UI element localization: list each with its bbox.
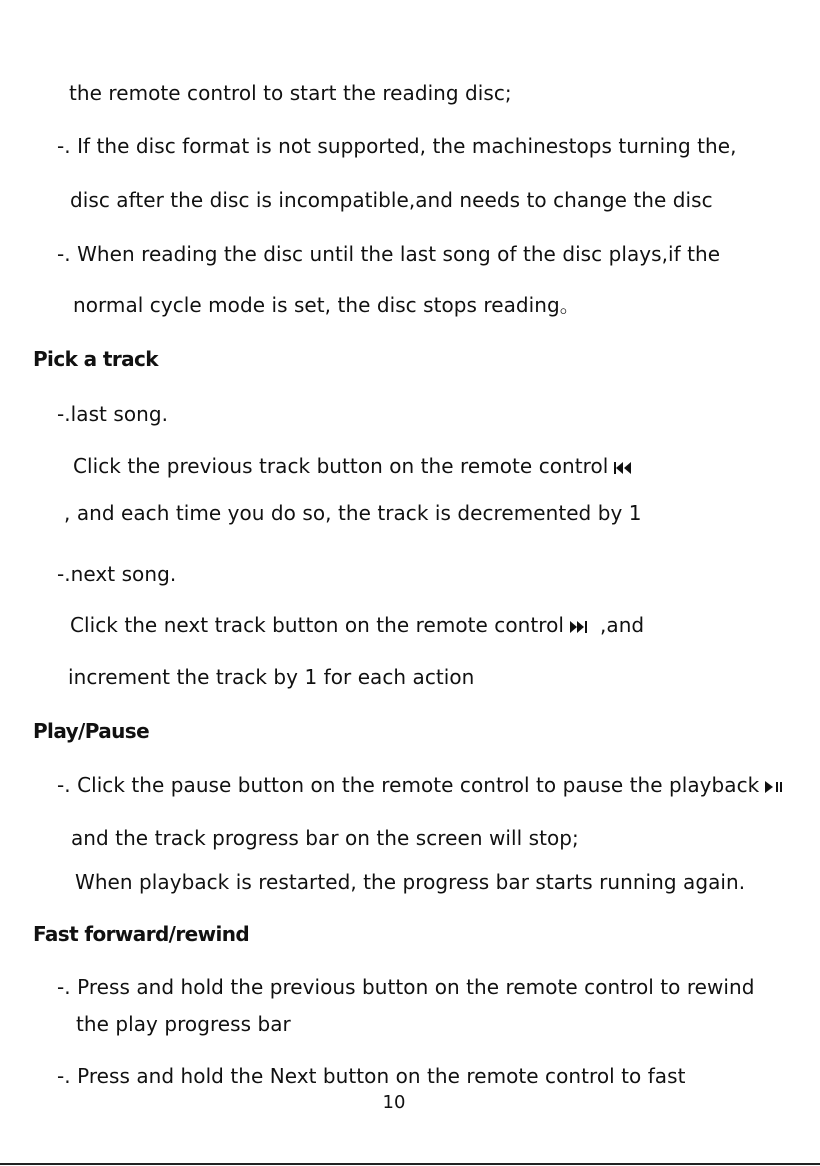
previous-track-text: Click the previous track button on the remote control (73, 454, 609, 478)
previous-track-line (73, 454, 632, 478)
previous-track-followup: , and each time you do so, the track is decremented by 1 (64, 501, 642, 525)
next-track-line (70, 613, 644, 637)
next-track-icon (570, 620, 588, 634)
text-line-1: the remote control to start the reading disc; (69, 81, 512, 105)
previous-track-icon (614, 461, 632, 475)
play-pause-icon (765, 780, 783, 794)
text-line-2: -. If the disc format is not supported, the machinestops turning the, (57, 134, 737, 158)
last-song-label: -.last song. (57, 402, 168, 426)
page-number: 10 (382, 1092, 406, 1113)
section-heading-fast-forward: Fast forward/rewind (33, 922, 250, 946)
text-line-4: -. When reading the disc until the last song of the disc plays,if the (57, 242, 721, 266)
play-pause-line-3: When playback is restarted, the progress bar starts running again. (75, 870, 746, 894)
play-pause-line-2: and the track progress bar on the screen will stop; (71, 826, 579, 850)
next-song-label: -.next song. (57, 562, 177, 586)
bottom-rule (0, 1163, 820, 1165)
next-track-followup: increment the track by 1 for each action (68, 665, 475, 689)
text-line-5: normal cycle mode is set, the disc stops reading。 (73, 293, 580, 317)
fast-forward-line-3: -. Press and hold the Next button on the remote control to fast (57, 1064, 686, 1088)
fast-forward-line-2: the play progress bar (76, 1012, 291, 1036)
play-pause-text: -. Click the pause button on the remote control to pause the playback (57, 773, 760, 797)
play-pause-line-1 (57, 773, 783, 797)
next-track-suffix: ,and (599, 613, 645, 637)
section-heading-pick-track: Pick a track (33, 347, 158, 371)
text-line-3: disc after the disc is incompatible,and needs to change the disc (70, 188, 713, 212)
section-heading-play-pause: Play/Pause (33, 719, 150, 743)
next-track-text: Click the next track button on the remote control (70, 613, 564, 637)
fast-forward-line-1: -. Press and hold the previous button on the remote control to rewind (57, 975, 755, 999)
